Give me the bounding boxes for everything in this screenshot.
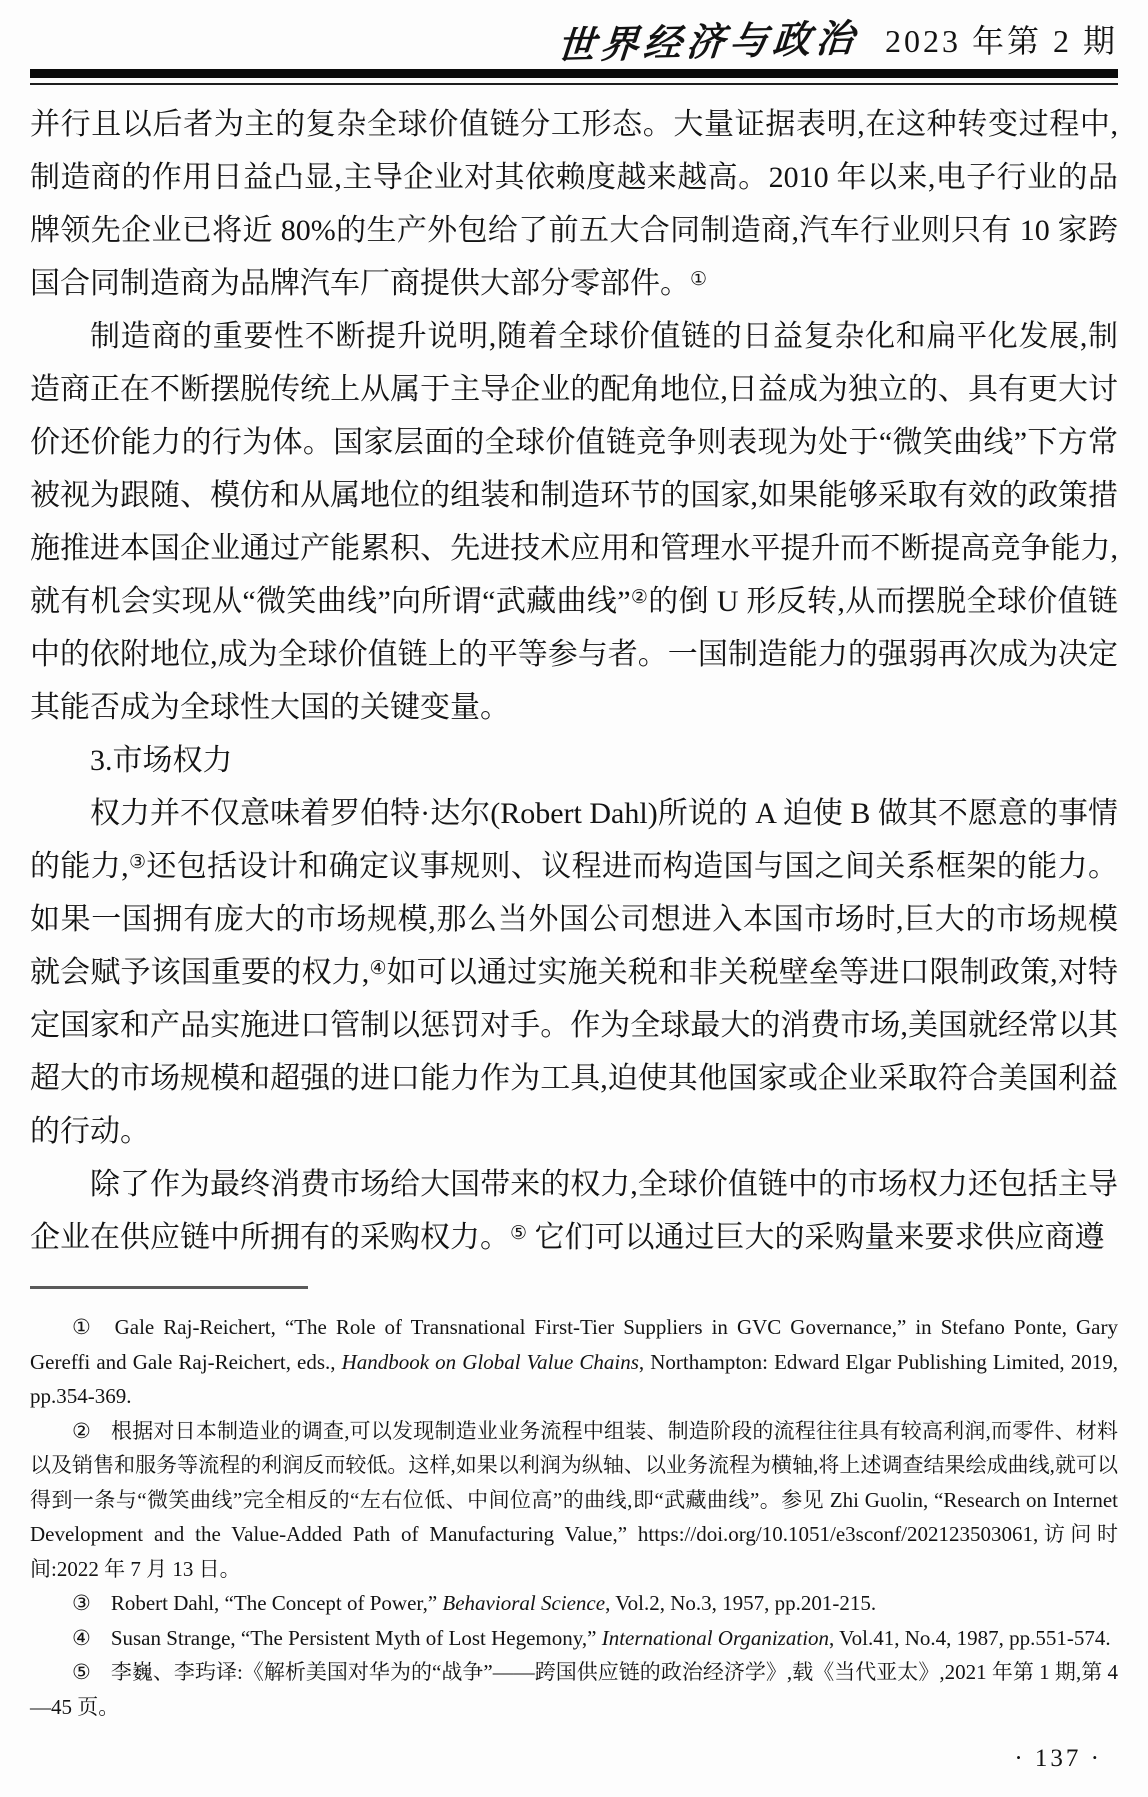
footnote-ref-5: ⑤ xyxy=(510,1223,528,1244)
paragraph-text: 权力并不仅意味着罗伯特·达尔(Robert Dahl)所说的 A 迫使 B 做其不愿意的事情的能力, xyxy=(30,797,1118,883)
footnote-ref-4: ④ xyxy=(369,958,387,979)
paragraph-text: 并行且以后者为主的复杂全球价值链分工形态。大量证据表明,在这种转变过程中,制造商的作用日益凸显,主导企业对其依赖度越来越高。2010 年以来,电子行业的品牌领先企业已将近 80%的生产外包给了前五大合同制造商,汽车行业则只有 10 家跨国合同制造商为品牌汽车厂商提供大部分零部件。 xyxy=(30,108,1118,300)
paragraph xyxy=(30,787,1118,1158)
footnote-text: , Vol.41, No.4, 1987, pp.551-574. xyxy=(829,1625,1111,1650)
footnote-2 xyxy=(30,1414,1118,1587)
page-number: · 137 · xyxy=(1014,1745,1102,1772)
page-header xyxy=(30,0,1118,68)
footnote-1 xyxy=(30,1310,1118,1414)
book-title: Handbook on Global Value Chains xyxy=(341,1349,639,1374)
paragraph-text: 除了作为最终消费市场给大国带来的权力,全球价值链中的市场权力还包括主导企业在供应链中所拥有的采购权力。 xyxy=(30,1168,1118,1254)
footnotes-section xyxy=(30,1310,1118,1724)
paragraph-text: 还包括设计和确定议事规则、议程进而构造国与国之间关系框架的能力。如果一国拥有庞大的市场规模,那么当外国公司想进入本国市场时,巨大的市场规模就会赋予该国重要的权力, xyxy=(30,850,1118,989)
journal-logo: 世界经济与政治 xyxy=(555,18,861,68)
footnote-ref-2: ② xyxy=(630,587,649,608)
footnote-marker: ② xyxy=(72,1418,92,1443)
paragraph-continuation xyxy=(30,98,1118,310)
issue-info: 2023 年第 2 期 xyxy=(884,23,1118,59)
footnote-3 xyxy=(30,1586,1118,1621)
footnote-text: 李巍、李玙译:《解析美国对华为的“战争”——跨国供应链的政治经济学》,载《当代亚太》,2021 年第 1 期,第 4—45 页。 xyxy=(30,1660,1119,1719)
footnote-marker: ⑤ xyxy=(72,1660,91,1684)
section-heading: 3.市场权力 xyxy=(90,744,233,777)
footnote-marker: ④ xyxy=(72,1625,91,1650)
paragraph-text: 如可以通过实施关税和非关税壁垒等进口限制政策,对特定国家和产品实施进口管制以惩罚对手。作为全球最大的消费市场,美国就经常以其超大的市场规模和超强的进口能力作为工具,迫使其他国家或企业采取符合美国利益的行动。 xyxy=(30,956,1119,1148)
footnote-4 xyxy=(30,1621,1118,1656)
footnote-text: , Northampton: Edward Elgar Publishing Limited, 2019, pp.354-369. xyxy=(30,1349,1118,1408)
paragraph-text: 的倒 U 形反转,从而摆脱全球价值链中的依附地位,成为全球价值链上的平等参与者。一国制造能力的强弱再次成为决定其能否成为全球性大国的关键变量。 xyxy=(30,585,1118,724)
footnote-text: 根据对日本制造业的调查,可以发现制造业业务流程中组装、制造阶段的流程往往具有较高利润,而零件、材料以及销售和服务等流程的利润反而较低。这样,如果以利润为纵轴、以业务流程为横轴,将上述调查结果绘成曲线,就可以得到一条与“微笑曲线”完全相反的“左右位低、中间位高”的曲线,即“武藏曲线”。参见 Zhi Guolin, “Research on Internet Development and the Value-Added Path of Manufacturing Value,” https://doi.org/10.1051/e3sconf/202123503061,访问时间:2022 年 7 月 13 日。 xyxy=(30,1418,1119,1581)
footnote-text: Susan Strange, “The Persistent Myth of Lost Hegemony,” xyxy=(110,1625,602,1650)
footnote-marker: ① xyxy=(72,1315,95,1339)
footnote-ref-3: ③ xyxy=(128,852,147,873)
footnote-text: Robert Dahl, “The Concept of Power,” xyxy=(110,1591,443,1615)
header-rule-thick xyxy=(30,69,1118,78)
footnote-text: Gale Raj-Reichert, “The Role of Transnational First-Tier Suppliers in GVC Governance,” in Stefano Ponte, Gary Gereffi and Gale Raj-Reichert, eds., xyxy=(30,1315,1118,1374)
footnote-5 xyxy=(30,1655,1118,1724)
paragraph-text: 它们可以通过巨大的采购量来要求供应商遵 xyxy=(527,1221,1105,1254)
footnote-ref-1: ① xyxy=(690,269,708,290)
paragraph xyxy=(30,310,1118,734)
footnote-text: , Vol.2, No.3, 1957, pp.201-215. xyxy=(605,1591,877,1615)
footnote-marker: ③ xyxy=(72,1591,91,1615)
header-rule-thin xyxy=(30,83,1118,85)
article-body xyxy=(30,98,1118,1264)
journal-title: International Organization xyxy=(601,1625,830,1650)
paragraph-text: 制造商的重要性不断提升说明,随着全球价值链的日益复杂化和扁平化发展,制造商正在不断摆脱传统上从属于主导企业的配角地位,日益成为独立的、具有更大讨价还价能力的行为体。国家层面的全球价值链竞争则表现为处于“微笑曲线”下方常被视为跟随、模仿和从属地位的组装和制造环节的国家,如果能够采取有效的政策措施推进本国企业通过产能累积、先进技术应用和管理水平提升而不断提高竞争能力,就有机会实现从“微笑曲线”向所谓“武藏曲线” xyxy=(30,320,1118,618)
paragraph xyxy=(30,1158,1118,1264)
footnote-separator-rule xyxy=(30,1286,308,1289)
journal-title: Behavioral Science xyxy=(442,1591,606,1615)
